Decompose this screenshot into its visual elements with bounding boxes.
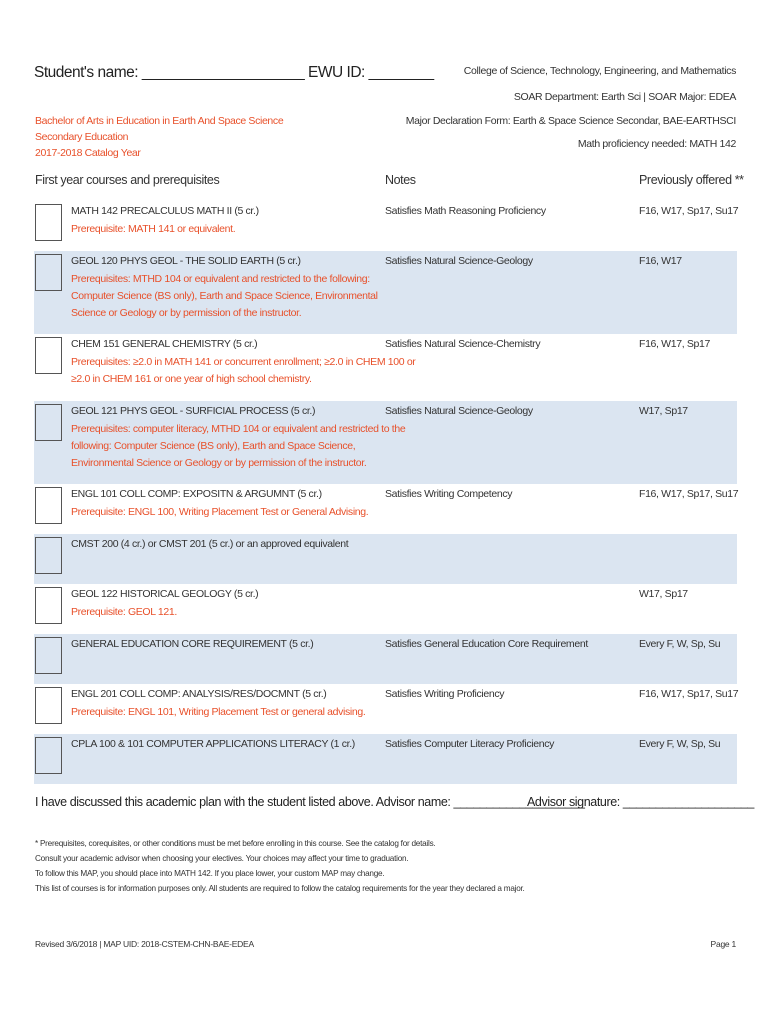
course-checkbox[interactable] (35, 204, 62, 241)
course-title: MATH 142 PRECALCULUS MATH II (5 cr.) (71, 205, 259, 217)
course-offered: F16, W17, Sp17 (639, 338, 710, 350)
course-title: CMST 200 (4 cr.) or CMST 201 (5 cr.) or an approved equivalent (71, 538, 349, 550)
advisor-name-line: I have discussed this academic plan with the student listed above. Advisor name: ____________________ (35, 795, 585, 809)
course-title: ENGL 201 COLL COMP: ANALYSIS/RES/DOCMNT (5 cr.) (71, 688, 327, 700)
math-proficiency: Math proficiency needed: MATH 142 (577, 138, 736, 150)
course-offered: Every F, W, Sp, Su (639, 638, 721, 650)
course-checkbox[interactable] (35, 254, 62, 291)
course-title: CHEM 151 GENERAL CHEMISTRY (5 cr.) (71, 338, 258, 350)
course-checkbox[interactable] (35, 737, 62, 774)
student-name-id-line: Student's name: ____________________ EWU ID: ________ (34, 64, 434, 81)
prerequisite-line: Environmental Science or Geology or by permission of the instructor. (71, 457, 367, 469)
course-note: Satisfies Math Reasoning Proficiency (385, 205, 546, 217)
course-offered: Every F, W, Sp, Su (639, 738, 721, 750)
college-name: College of Science, Technology, Engineering, and Mathematics (463, 65, 736, 77)
course-offered: F16, W17, Sp17, Su17 (639, 205, 739, 217)
course-row (34, 634, 737, 684)
footnote: * Prerequisites, corequisites, or other conditions must be met before enrolling in this course. See the catalog for details. (35, 839, 436, 848)
advisor-signature-line: Advisor signature: ____________________ (527, 795, 754, 809)
course-title: GEOL 122 HISTORICAL GEOLOGY (5 cr.) (71, 588, 259, 600)
footnote: Consult your academic advisor when choosing your electives. Your choices may affect your time to graduation. (35, 854, 409, 863)
course-checkbox[interactable] (35, 687, 62, 724)
page-number: Page 1 (710, 939, 736, 949)
course-checkbox[interactable] (35, 487, 62, 524)
footnote: To follow this MAP, you should place into MATH 142. If you place lower, your custom MAP may change. (35, 869, 385, 878)
prerequisite-line: Prerequisites: computer literacy, MTHD 104 or equivalent and restricted to the (71, 423, 406, 435)
catalog-year: 2017-2018 Catalog Year (35, 147, 141, 159)
course-offered: F16, W17, Sp17, Su17 (639, 688, 739, 700)
course-note: Satisfies Natural Science-Geology (385, 255, 533, 267)
prerequisite-line: Prerequisite: ENGL 100, Writing Placement Test or General Advising. (71, 506, 369, 518)
courses-column-header: First year courses and prerequisites (35, 173, 220, 187)
course-checkbox[interactable] (35, 404, 62, 441)
course-row (34, 684, 737, 734)
course-row (34, 251, 737, 334)
course-row (34, 401, 737, 484)
soar-department: SOAR Department: Earth Sci | SOAR Major: EDEA (513, 91, 736, 103)
prerequisite-line: Computer Science (BS only), Earth and Space Science, Environmental (71, 290, 378, 302)
prerequisite-line: Prerequisites: ≥2.0 in MATH 141 or concurrent enrollment; ≥2.0 in CHEM 100 or (71, 356, 416, 368)
course-offered: W17, Sp17 (639, 588, 688, 600)
course-row (34, 584, 737, 634)
course-checkbox[interactable] (35, 337, 62, 374)
course-note: Satisfies Writing Proficiency (385, 688, 505, 700)
prerequisite-line: Prerequisite: ENGL 101, Writing Placement Test or general advising. (71, 706, 366, 718)
course-note: Satisfies Natural Science-Chemistry (385, 338, 541, 350)
course-note: Satisfies Natural Science-Geology (385, 405, 533, 417)
course-row (34, 484, 737, 534)
notes-column-header: Notes (385, 173, 416, 187)
program-subtitle: Secondary Education (35, 131, 129, 143)
prerequisite-line: following: Computer Science (BS only), Earth and Space Science, (71, 440, 356, 452)
course-offered: W17, Sp17 (639, 405, 688, 417)
course-row (34, 201, 737, 251)
offered-column-header: Previously offered ** (639, 173, 744, 187)
program-title: Bachelor of Arts in Education in Earth And Space Science (35, 115, 284, 127)
course-row (34, 334, 737, 401)
course-offered: F16, W17 (639, 255, 682, 267)
course-title: ENGL 101 COLL COMP: EXPOSITN & ARGUMNT (5 cr.) (71, 488, 322, 500)
course-title: GEOL 120 PHYS GEOL - THE SOLID EARTH (5 cr.) (71, 255, 301, 267)
course-checkbox[interactable] (35, 587, 62, 624)
prerequisite-line: Prerequisites: MTHD 104 or equivalent and restricted to the following: (71, 273, 370, 285)
prerequisite-line: Prerequisite: MATH 141 or equivalent. (71, 223, 236, 235)
footnote: This list of courses is for information purposes only. All students are required to follow the catalog requirements for the year they declared a major. (35, 884, 525, 893)
course-row (34, 734, 737, 784)
course-note: Satisfies Writing Competency (385, 488, 513, 500)
course-title: GEOL 121 PHYS GEOL - SURFICIAL PROCESS (5 cr.) (71, 405, 316, 417)
course-note: Satisfies Computer Literacy Proficiency (385, 738, 555, 750)
prerequisite-line: Prerequisite: GEOL 121. (71, 606, 177, 618)
course-checkbox[interactable] (35, 637, 62, 674)
prerequisite-line: Science or Geology or by permission of the instructor. (71, 307, 302, 319)
prerequisite-line: ≥2.0 in CHEM 161 or one year of high school chemistry. (71, 373, 312, 385)
course-offered: F16, W17, Sp17, Su17 (639, 488, 739, 500)
course-title: CPLA 100 & 101 COMPUTER APPLICATIONS LITERACY (1 cr.) (71, 738, 355, 750)
course-title: GENERAL EDUCATION CORE REQUIREMENT (5 cr.) (71, 638, 314, 650)
course-row (34, 534, 737, 584)
major-declaration-form: Major Declaration Form: Earth & Space Science Secondar, BAE-EARTHSCI (405, 115, 736, 127)
course-checkbox[interactable] (35, 537, 62, 574)
revision-info: Revised 3/6/2018 | MAP UID: 2018-CSTEM-CHN-BAE-EDEA (35, 939, 254, 949)
course-note: Satisfies General Education Core Requirement (385, 638, 588, 650)
